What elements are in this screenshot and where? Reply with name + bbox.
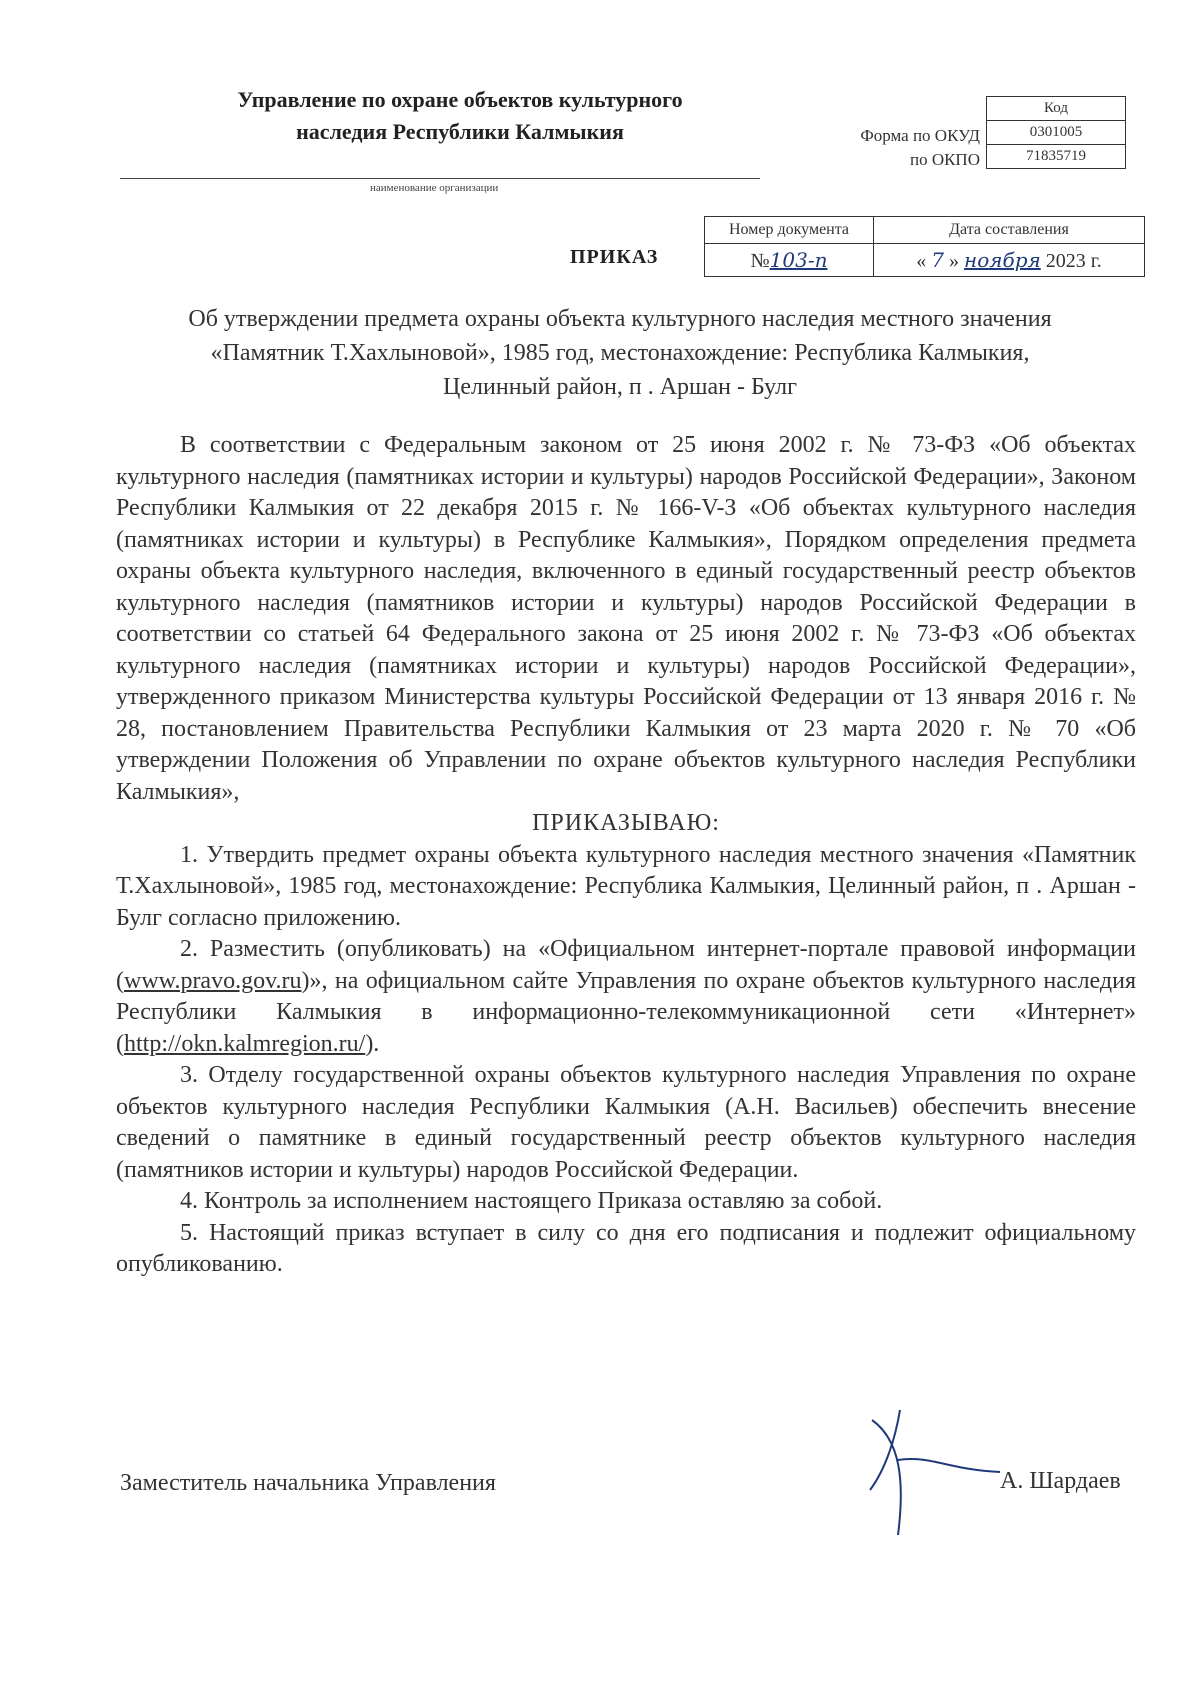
code-header: Код xyxy=(987,97,1126,121)
signer-title: Заместитель начальника Управления xyxy=(120,1470,496,1496)
org-name-line2: наследия Республики Калмыкия xyxy=(296,119,624,144)
order-item-3: 3. Отделу государственной охраны объектов культурного наследия Управления по охране объектов культурного наследия Республики Калмыкия (А.Н. Васильев) обеспечить внесение сведений о памятнике в единый государственный реестр объектов культурного наследия (памятников истории и культуры) народов Российской Федерации. xyxy=(116,1062,1136,1183)
item2-text-part1: 2. Разместить (опубликовать) на «Официальном интернет-портале правовой информации ( xyxy=(116,936,1136,994)
subject-line1: Об утверждении предмета охраны объекта культурного наследия местного значения xyxy=(188,306,1052,332)
document-number-date-table xyxy=(704,216,1145,277)
org-caption: наименование организации xyxy=(370,182,499,194)
order-item-1: 1. Утвердить предмет охраны объекта культурного наследия местного значения «Памятник Т.Хахлыновой», 1985 год, местонахождение: Республика Калмыкия, Целинный район, п . Аршан - Булг согласно приложению. xyxy=(116,841,1136,931)
doc-number-prefix: № xyxy=(750,249,770,272)
order-word: ПРИКАЗЫВАЮ: xyxy=(532,810,720,836)
code-table xyxy=(986,96,1126,169)
form-code-labels xyxy=(800,124,980,172)
kalmregion-link[interactable]: http://okn.kalmregion.ru/ xyxy=(124,1030,366,1057)
date-close-quote: » xyxy=(949,249,960,272)
signer-name: А. Шардаев xyxy=(1000,1468,1121,1494)
date-year: 2023 г. xyxy=(1045,249,1102,272)
date-label: Дата составления xyxy=(874,217,1145,244)
org-name-line1: Управление по охране объектов культурного xyxy=(237,87,683,112)
subject-line2: «Памятник Т.Хахлыновой», 1985 год, местонахождение: Республика Калмыкия, xyxy=(210,340,1030,366)
doc-number-value: 103-п xyxy=(769,247,828,272)
order-item-4: 4. Контроль за исполнением настоящего Приказа оставляю за собой. xyxy=(180,1188,883,1214)
preamble-paragraph: В соответствии с Федеральным законом от 25 июня 2002 г. № 73-ФЗ «Об объектах культурного наследия (памятниках истории и культуры) народов Российской Федерации», Законом Республики Калмыкия от 22 декабря 2015 г. № 166-V-З «Об объектах культурного наследия (памятниках истории и культуры) в Республике Калмыкия», Порядком определения предмета охраны объекта культурного наследия, включенного в единый государственный реестр объектов культурного наследия (памятников истории и культуры) народов Российской Федерации в соответствии со статьей 64 Федерального закона от 25 июня 2002 г. № 73-ФЗ «Об объектах культурного наследия (памятниках истории и культуры) народов Российской Федерации», утвержденного приказом Министерства культуры Российской Федерации от 13 января 2016 г. № 28, постановлением Правительства Республики Калмыкия от 23 марта 2020 г. № 70 «Об утверждении Положения об Управлении по охране объектов культурного наследия Республики Калмыкия», xyxy=(116,432,1136,805)
order-item-5: 5. Настоящий приказ вступает в силу со дня его подписания и подлежит официальному опубликованию. xyxy=(116,1219,1136,1277)
order-subject xyxy=(100,302,1140,404)
item2-text-part3: ). xyxy=(365,1030,380,1057)
okpo-code: 71835719 xyxy=(987,145,1126,169)
date-month: ноября xyxy=(964,247,1041,272)
okpo-label: по ОКПО xyxy=(909,150,980,169)
doc-number-label: Номер документа xyxy=(705,217,874,244)
order-item-2 xyxy=(116,934,1136,1060)
order-title: ПРИКАЗ xyxy=(570,246,659,268)
okud-code: 0301005 xyxy=(987,121,1126,145)
organization-name xyxy=(150,84,770,148)
doc-number-cell xyxy=(705,244,874,277)
date-open-quote: « xyxy=(916,249,927,272)
order-body xyxy=(116,430,1136,1281)
pravo-link[interactable]: www.pravo.gov.ru xyxy=(124,967,302,994)
okud-label: Форма по ОКУД xyxy=(860,126,980,145)
item2-text-part2: )», на официальном сайте Управления по охране объектов культурного наследия Республики Калмыкия в информационно-телекоммуникационной сети «Интернет» ( xyxy=(116,967,1136,1057)
subject-line3: Целинный район, п . Аршан - Булг xyxy=(443,374,797,400)
org-underline xyxy=(120,178,760,179)
date-day: 7 xyxy=(931,247,945,272)
handwritten-signature xyxy=(860,1400,1010,1540)
date-cell xyxy=(874,244,1145,277)
